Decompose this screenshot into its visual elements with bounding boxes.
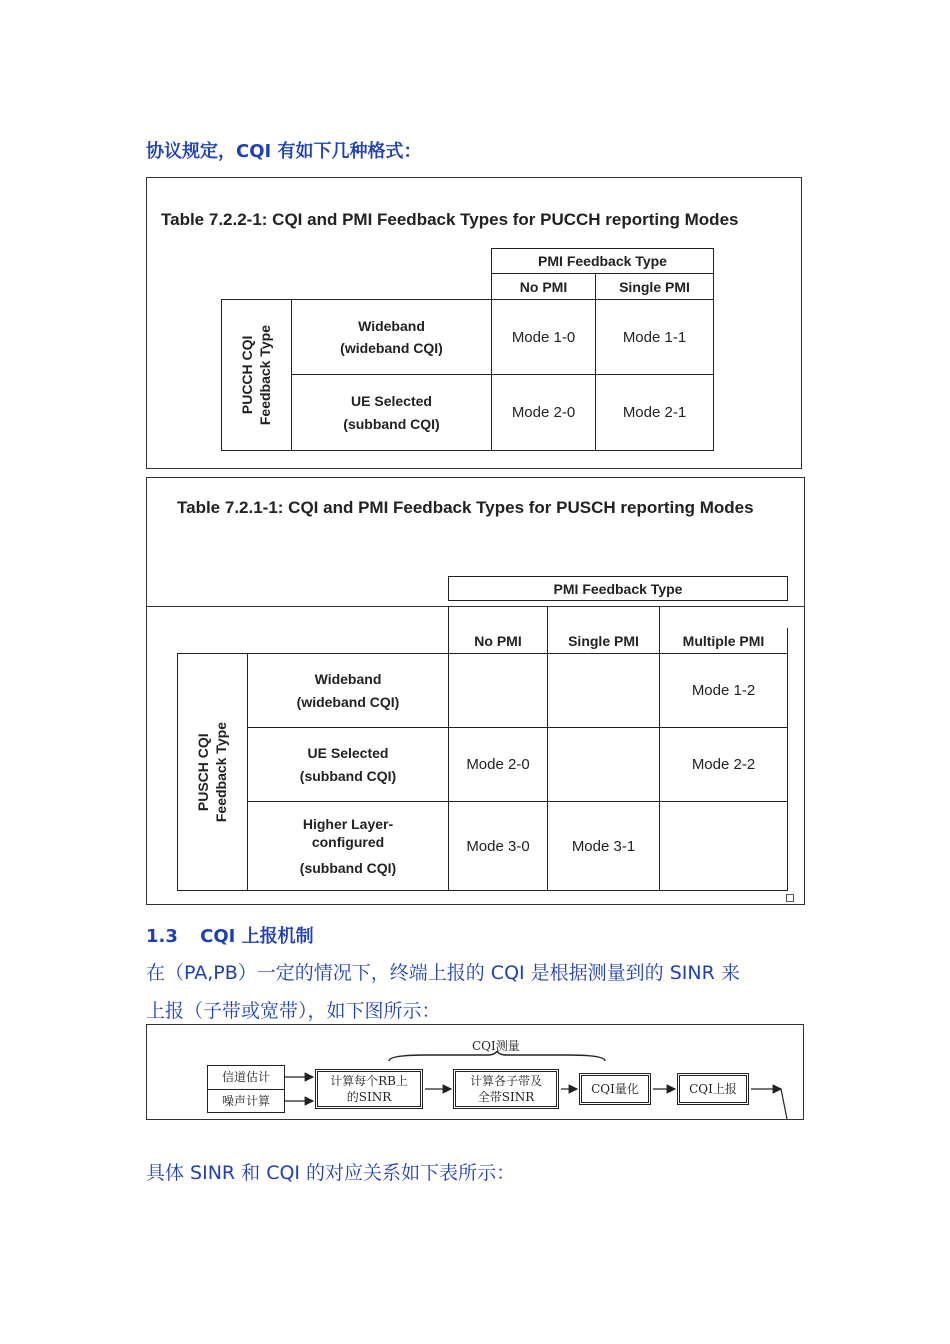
step4-box: CQI上报 — [677, 1073, 749, 1105]
brace-label: CQI测量 — [472, 1039, 520, 1053]
table2-cell — [659, 801, 788, 891]
table1-frame — [146, 177, 802, 469]
table2-col-line — [659, 606, 660, 628]
step2-box: 计算各子带及 全带SINR — [453, 1069, 559, 1109]
input-bottom: 噪声计算 — [221, 1093, 270, 1108]
table2-col-multiple-pmi: Multiple PMI — [659, 628, 788, 654]
table2-pmi-header: PMI Feedback Type — [448, 576, 788, 601]
table1-col-single-pmi: Single PMI — [595, 273, 714, 300]
table1-row-ue-label: UE Selected (subband CQI) — [291, 374, 492, 451]
table1-row-group — [221, 299, 292, 451]
table2-row-group-label: PUSCH CQI Feedback Type — [195, 721, 230, 823]
flow-arrows — [147, 1025, 803, 1119]
table1-cell: Mode 1-0 — [491, 299, 596, 375]
table2-cell: Mode 3-0 — [448, 801, 548, 891]
table2-cell: Mode 2-2 — [659, 727, 788, 802]
table2-col-single-pmi: Single PMI — [547, 628, 660, 654]
arrow-tail-line — [781, 1089, 787, 1119]
resize-handle-icon — [786, 894, 794, 902]
table2-title: Table 7.2.1-1: CQI and PMI Feedback Types for PUSCH reporting Modes — [177, 498, 754, 517]
table1-col-no-pmi: No PMI — [491, 273, 596, 300]
table2-row-group — [177, 653, 248, 891]
table2-cell — [547, 727, 660, 802]
paragraph1-line2: 上报（子带或宽带），如下图所示： — [146, 1000, 441, 1022]
table1-cell: Mode 2-1 — [595, 374, 714, 451]
section-number: 1.3 — [146, 926, 178, 947]
table1-cell: Mode 1-1 — [595, 299, 714, 375]
table1-title: Table 7.2.2-1: CQI and PMI Feedback Types for PUCCH reporting Modes — [161, 210, 739, 229]
table2-frame — [146, 477, 805, 905]
table2-cell — [448, 653, 548, 728]
flow-diagram — [146, 1024, 804, 1120]
table2-row-wideband-label: Wideband (wideband CQI) — [247, 653, 449, 728]
table1-row-group-label: PUCCH CQI Feedback Type — [239, 324, 274, 426]
section-title: CQI 上报机制 — [200, 926, 314, 947]
table1-row-wideband-label: Wideband (wideband CQI) — [291, 299, 492, 375]
intro-text: 协议规定，CQI 有如下几种格式： — [146, 141, 422, 162]
table2-row-ue-label: UE Selected (subband CQI) — [247, 727, 449, 802]
step1-box: 计算每个RB上 的SINR — [315, 1069, 423, 1109]
paragraph1-line1: 在（PA,PB）一定的情况下，终端上报的 CQI 是根据测量到的 SINR 来 — [146, 962, 740, 984]
table1-cell: Mode 2-0 — [491, 374, 596, 451]
paragraph2: 具体 SINR 和 CQI 的对应关系如下表所示： — [146, 1162, 516, 1184]
section-heading — [146, 922, 314, 948]
table2-cell — [547, 653, 660, 728]
table2-divider — [147, 606, 804, 607]
table1-pmi-header: PMI Feedback Type — [491, 248, 714, 274]
table2-col-no-pmi: No PMI — [448, 628, 548, 654]
table2-col-line — [547, 606, 548, 628]
table2-cell: Mode 1-2 — [659, 653, 788, 728]
table2-cell: Mode 2-0 — [448, 727, 548, 802]
table2-row-higher-layer-label: Higher Layer- configured (subband CQI) — [247, 801, 449, 891]
table2-cell: Mode 3-1 — [547, 801, 660, 891]
step3-box: CQI量化 — [579, 1073, 651, 1105]
table2-col-line — [448, 606, 449, 628]
input-top: 信道估计 — [208, 1066, 284, 1090]
